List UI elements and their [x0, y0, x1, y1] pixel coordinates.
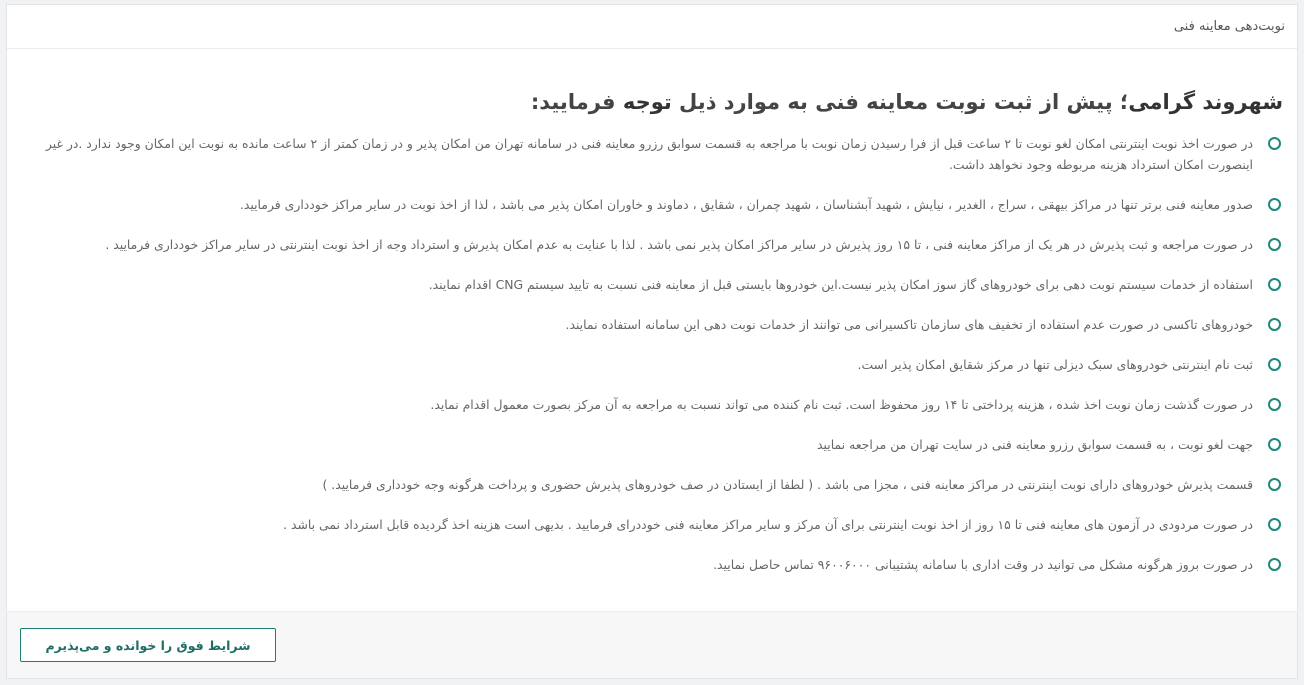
- bullet-circle-icon: [1268, 438, 1281, 451]
- rule-item: [25, 234, 1283, 255]
- bullet-circle-icon: [1268, 558, 1281, 571]
- rule-text: در صورت مراجعه و ثبت پذیرش در هر یک از مراکز معاینه فنی ، تا ۱۵ روز پذیرش در سایر مراکز امکان پذیر نمی باشد . لذا با عنایت به عدم امکان پذیرش و استرداد وجه از اخذ نوبت اینترنتی در سایر مراکز خودداری فرمایید .: [105, 237, 1253, 252]
- rule-text: صدور معاینه فنی برتر تنها در مراکز بیهقی ، سراج ، الغدیر ، نیایش ، شهید آبشناسان ، شهید چمران ، شقایق ، دماوند و خاوران امکان پذیر می باشد ، لذا از اخذ نوبت در سایر مراکز خودداری فرمایید.: [239, 197, 1253, 212]
- heading-middle: ؛ پیش از ثبت نوبت معاینه فنی به موارد ذیل: [671, 90, 1129, 114]
- heading-greeting: شهروند گرامی: [1128, 90, 1283, 114]
- rule-item: [25, 474, 1283, 495]
- panel-footer: [7, 611, 1297, 678]
- bullet-circle-icon: [1268, 238, 1281, 251]
- terms-panel: [6, 4, 1298, 679]
- bullet-circle-icon: [1268, 318, 1281, 331]
- rule-text: قسمت پذیرش خودروهای دارای نوبت اینترنتی در مراکز معاینه فنی ، مجزا می باشد . ( لطفا از ایستادن در صف خودروهای پذیرش حضوری و پرداخت هرگونه وجه خودداری فرمایید. ): [322, 477, 1253, 492]
- rule-text: در صورت اخذ نوبت اینترنتی امکان لغو نوبت تا ۲ ساعت قبل از فرا رسیدن زمان نوبت با مراجعه به قسمت سوابق رزرو معاینه فنی در سامانه تهران من امکان پذیر و در زمان کمتر از ۲ ساعت مانده به نوبت این امکان وجود ندارد .در غیر اینصورت امکان استرداد هزینه مربوطه وجود نخواهد داشت.: [45, 136, 1253, 172]
- heading-emphasis: توجه: [622, 90, 672, 114]
- page-heading: [25, 87, 1283, 117]
- panel-header: [7, 5, 1297, 49]
- bullet-circle-icon: [1268, 398, 1281, 411]
- accept-terms-button[interactable]: شرایط فوق را خوانده و می‌پذیرم: [20, 628, 276, 662]
- bullet-circle-icon: [1268, 198, 1281, 211]
- bullet-circle-icon: [1268, 278, 1281, 291]
- rule-item: [25, 514, 1283, 535]
- rule-item: [25, 354, 1283, 375]
- rule-text: در صورت مردودی در آزمون های معاینه فنی تا ۱۵ روز از اخذ نوبت اینترنتی برای آن مرکز و سایر مراکز معاینه فنی خوددرای فرمایید . بدیهی است هزینه اخذ گردیده قابل استرداد نمی باشد .: [283, 517, 1253, 532]
- rule-item: [25, 133, 1283, 175]
- rule-item: [25, 314, 1283, 335]
- rule-text: در صورت گذشت زمان نوبت اخذ شده ، هزینه پرداختی تا ۱۴ روز محفوظ است. ثبت نام کننده می تواند نسبت به مراجعه به آن مرکز بصورت معمول اقدام نماید.: [430, 397, 1253, 412]
- rule-item: [25, 554, 1283, 575]
- bullet-circle-icon: [1268, 478, 1281, 491]
- bullet-circle-icon: [1268, 518, 1281, 531]
- rule-item: [25, 274, 1283, 295]
- rule-item: [25, 194, 1283, 215]
- heading-end: فرمایید:: [530, 90, 623, 114]
- bullet-circle-icon: [1268, 137, 1281, 150]
- bullet-circle-icon: [1268, 358, 1281, 371]
- panel-body: [7, 49, 1297, 575]
- rule-text: خودروهای تاکسی در صورت عدم استفاده از تخفیف های سازمان تاکسیرانی می توانند از خدمات نوبت دهی این سامانه استفاده نمایند.: [565, 317, 1253, 332]
- rule-text: استفاده از خدمات سیستم نوبت دهی برای خودروهای گاز سوز امکان پذیر نیست.این خودروها بایستی قبل از معاینه فنی نسبت به تایید سیستم CNG اقدام نمایند.: [428, 277, 1253, 292]
- rules-list: [25, 133, 1283, 575]
- rule-text: ثبت نام اینترنتی خودروهای سبک دیزلی تنها در مرکز شقایق امکان پذیر است.: [857, 357, 1253, 372]
- rule-item: [25, 434, 1283, 455]
- panel-title: نوبت‌دهی معاینه فنی: [1173, 19, 1285, 34]
- rule-text: جهت لغو نوبت ، به قسمت سوابق رزرو معاینه فنی در سایت تهران من مراجعه نمایید: [817, 437, 1253, 452]
- rule-text: در صورت بروز هرگونه مشکل می توانید در وقت اداری با سامانه پشتیبانی ۹۶۰۰۶۰۰۰ تماس حاصل نمایید.: [713, 557, 1253, 572]
- rule-item: [25, 394, 1283, 415]
